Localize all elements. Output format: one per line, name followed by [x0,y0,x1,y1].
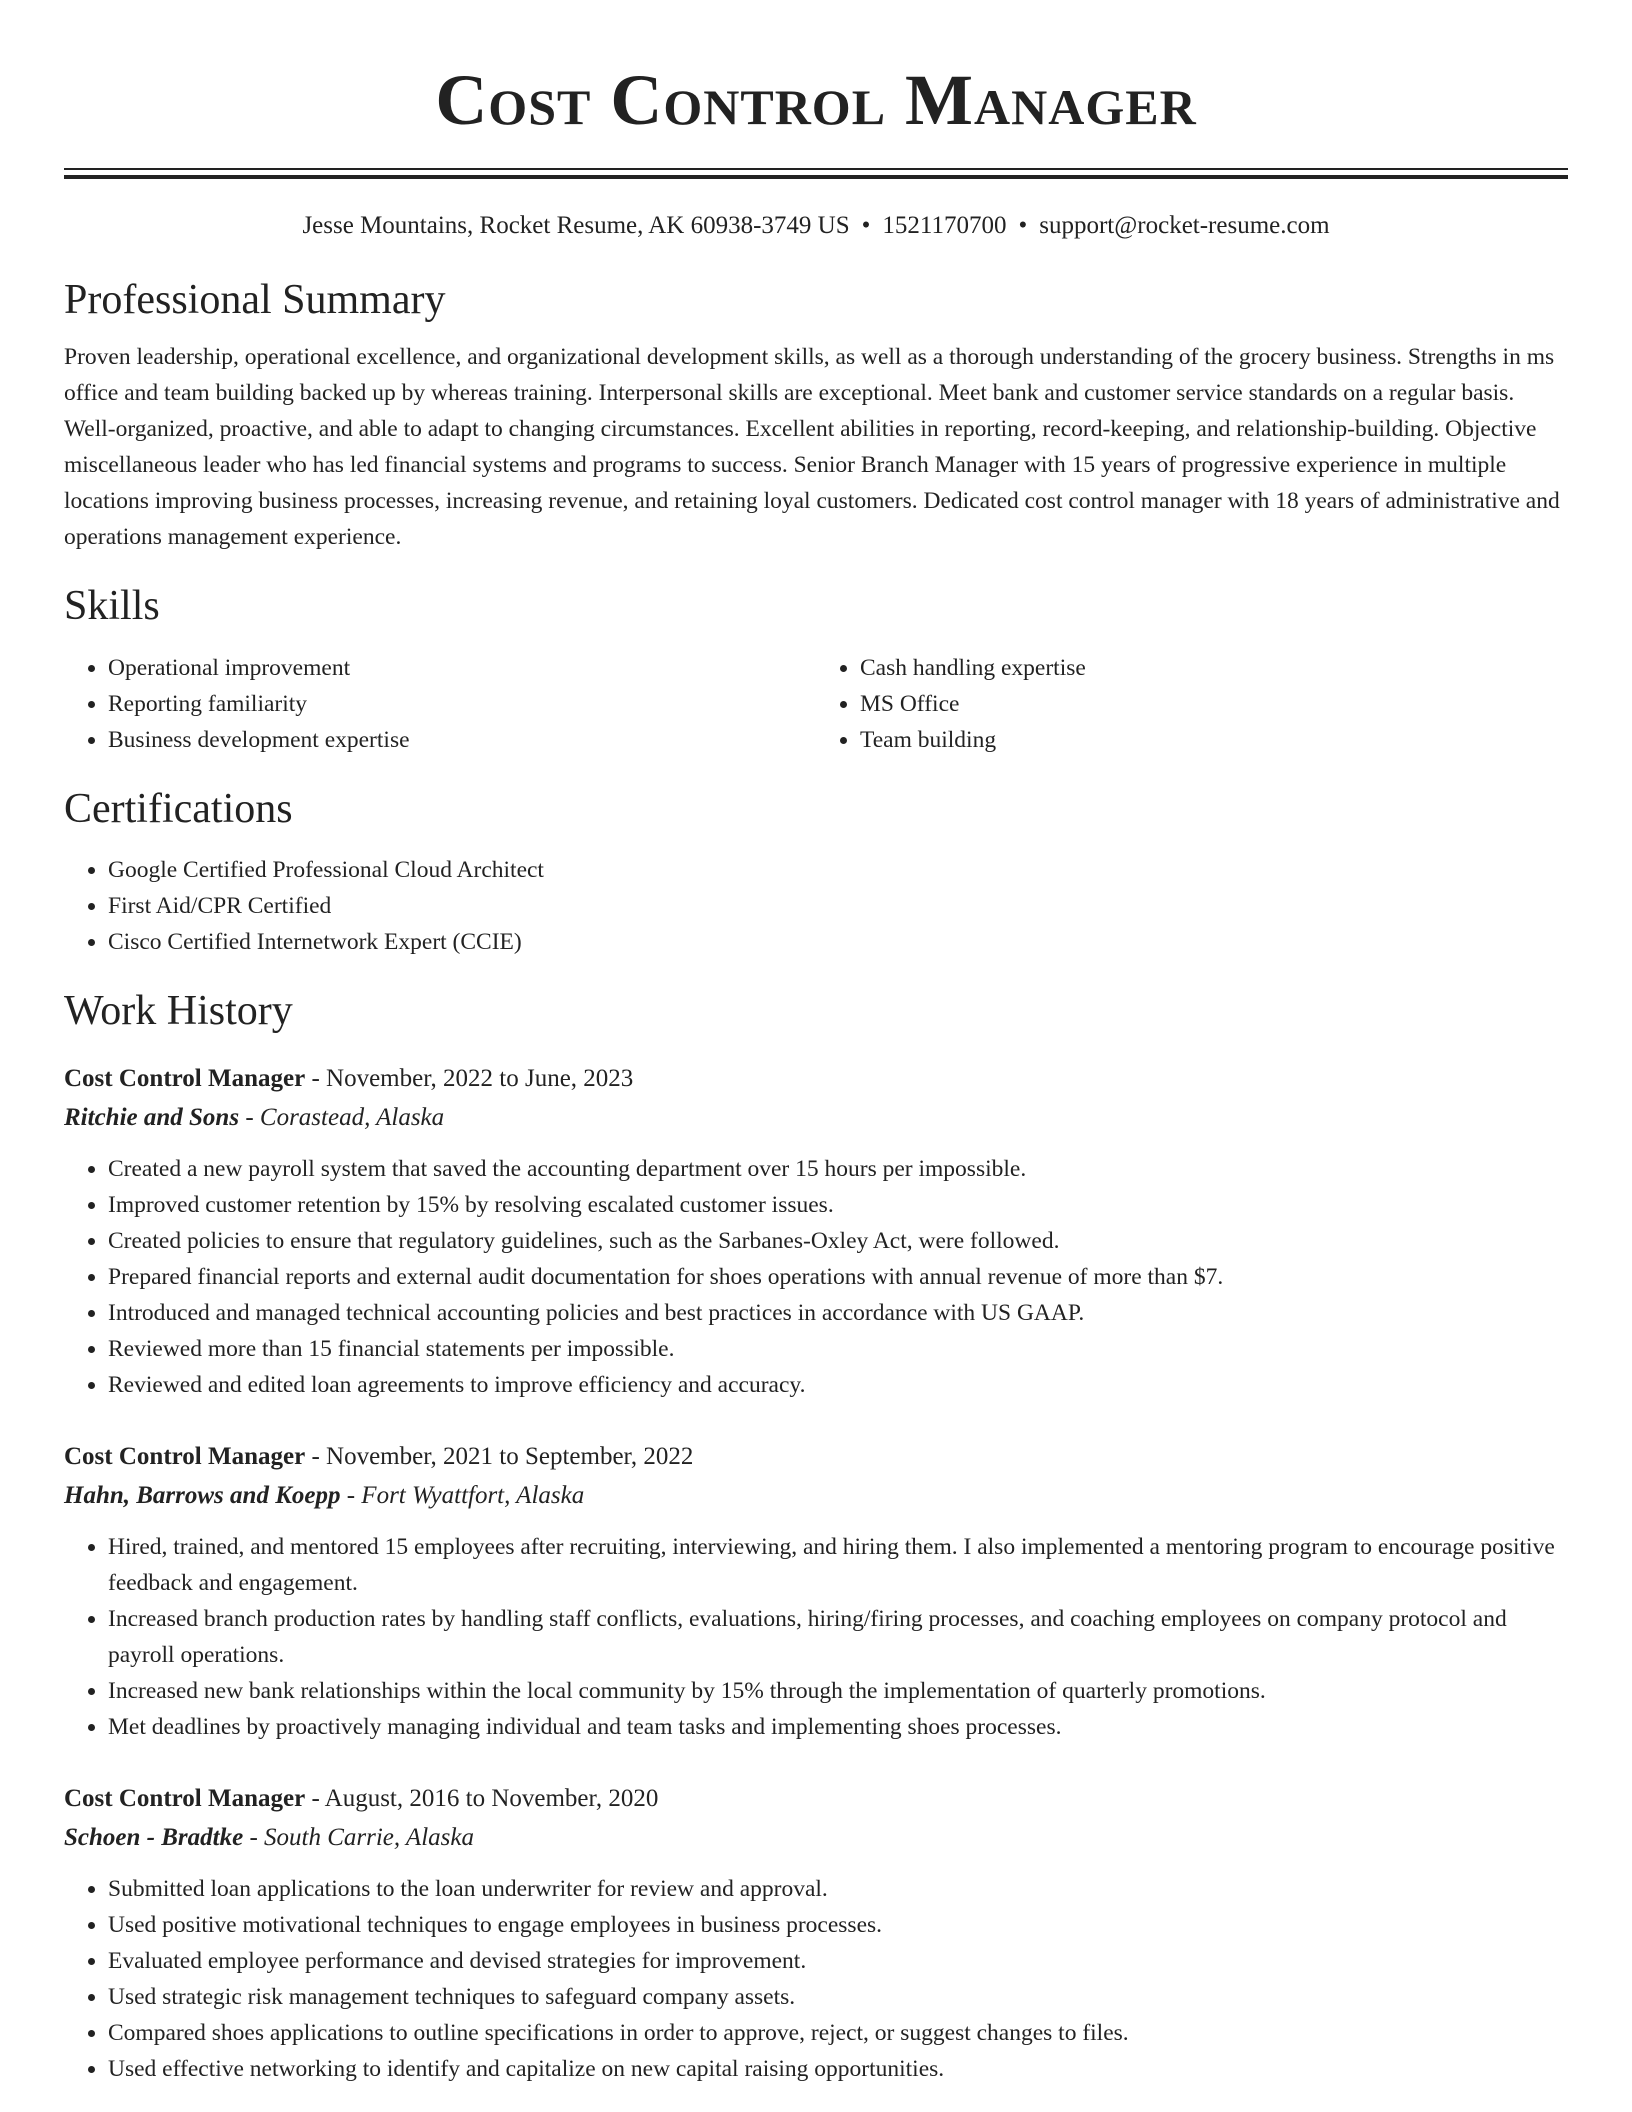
job-location: South Carrie, Alaska [264,1823,474,1851]
contact-line [64,211,1568,241]
job-company-line: Hahn, Barrows and Koepp - Fort Wyattfort, Alaska [64,1481,585,1509]
job-company-line: Schoen - Bradtke - South Carrie, Alaska [64,1823,474,1851]
job-company: Hahn, Barrows and Koepp [64,1481,341,1509]
job-entry [64,1059,1568,1403]
job-bullets [64,1151,1568,1403]
job-bullet: • Used strategic risk management techniques to safeguard company assets. [108,1979,1568,2015]
job-entry [64,1779,1568,2087]
job-role: Cost Control Manager [64,1064,306,1092]
contact-separator: • [861,212,871,239]
resume-name: Cost Control Manager [435,60,1197,140]
job-header: Cost Control Manager - August, 2016 to November, 2020 [64,1784,659,1812]
job-header: Cost Control Manager - November, 2022 to June, 2023 [64,1064,634,1092]
certifications-list [64,852,1568,960]
skill-item: • MS Office [860,686,1568,722]
job-dates: November, 2022 to June, 2023 [326,1064,634,1092]
job-dates: August, 2016 to November, 2020 [324,1784,659,1812]
contact-address: Jesse Mountains, Rocket Resume, AK 60938-3749 US [302,212,850,239]
job-company: Schoen - Bradtke [64,1823,244,1851]
skill-item: • Reporting familiarity [108,686,816,722]
job-bullet: • Reviewed and edited loan agreements to improve efficiency and accuracy. [108,1367,1568,1403]
contact-email: support@rocket-resume.com [1039,212,1330,239]
job-header: Cost Control Manager - November, 2021 to September, 2022 [64,1442,694,1470]
job-bullet: • Hired, trained, and mentored 15 employees after recruiting, interviewing, and hiring them. I also implemented a mentoring program to encourage positive feedback and engagement. [108,1529,1568,1601]
skills-list-left [64,650,816,758]
header-divider [64,168,1568,179]
summary-text: Proven leadership, operational excellence, and organizational development skills, as well as a thorough understanding of the grocery business. Strengths in ms office and team building backed up by whereas training. Interpersonal skills are exceptional. Meet bank and customer service standards on a regular basis. Well-organized, proactive, and able to adapt to changing circumstances. Excellent abilities in reporting, record-keeping, and relationship-building. Objective miscellaneous leader who has led financial systems and programs to success. Senior Branch Manager with 15 years of progressive experience in multiple locations improving business processes, increasing revenue, and retaining loyal customers. Dedicated cost control manager with 18 years of administrative and operations management experience. [64,344,1560,551]
skill-item: • Cash handling expertise [860,650,1568,686]
skills-list-right [816,650,1568,758]
skills-columns [64,650,1568,758]
summary-heading: Professional Summary [64,277,446,323]
skill-item: • Team building [860,722,1568,758]
contact-phone: 1521170700 [882,212,1007,239]
job-bullets [64,1871,1568,2087]
job-role: Cost Control Manager [64,1442,306,1470]
skill-item: • Business development expertise [108,722,816,758]
resume-page [64,0,1568,2087]
job-bullet: • Introduced and managed technical accounting policies and best practices in accordance with US GAAP. [108,1295,1568,1331]
work-history-heading: Work History [64,988,293,1035]
job-location: Corastead, Alaska [259,1103,445,1131]
certification-item: • First Aid/CPR Certified [108,888,1568,924]
job-bullet: • Used effective networking to identify and capitalize on new capital raising opportunities. [108,2051,1568,2087]
job-company-line: Ritchie and Sons - Corastead, Alaska [64,1103,445,1131]
job-bullet: • Compared shoes applications to outline specifications in order to approve, reject, or suggest changes to files. [108,2015,1568,2051]
job-bullet: • Evaluated employee performance and devised strategies for improvement. [108,1943,1568,1979]
job-bullet: • Used positive motivational techniques to engage employees in business processes. [108,1907,1568,1943]
job-bullet: • Submitted loan applications to the loan underwriter for review and approval. [108,1871,1568,1907]
job-dates: November, 2021 to September, 2022 [326,1442,694,1470]
skill-item: • Operational improvement [108,650,816,686]
job-bullet: • Increased branch production rates by handling staff conflicts, evaluations, hiring/firing processes, and coaching employees on company protocol and payroll operations. [108,1601,1568,1673]
certifications-heading: Certifications [64,785,293,832]
certification-item: • Google Certified Professional Cloud Architect [108,852,1568,888]
job-bullet: • Prepared financial reports and external audit documentation for shoes operations with annual revenue of more than $7. [108,1259,1568,1295]
certification-item: • Cisco Certified Internetwork Expert (CCIE) [108,924,1568,960]
job-company: Ritchie and Sons [64,1103,240,1131]
job-bullet: • Reviewed more than 15 financial statements per impossible. [108,1331,1568,1367]
job-bullets [64,1529,1568,1745]
contact-separator: • [1018,212,1028,239]
job-bullet: • Created policies to ensure that regulatory guidelines, such as the Sarbanes-Oxley Act, were followed. [108,1223,1568,1259]
job-bullet: • Improved customer retention by 15% by resolving escalated customer issues. [108,1187,1568,1223]
skills-heading: Skills [64,583,160,630]
job-bullet: • Met deadlines by proactively managing individual and team tasks and implementing shoes processes. [108,1709,1568,1745]
job-location: Fort Wyattfort, Alaska [361,1481,585,1509]
job-role: Cost Control Manager [64,1784,306,1812]
job-bullet: • Created a new payroll system that saved the accounting department over 15 hours per impossible. [108,1151,1568,1187]
job-bullet: • Increased new bank relationships within the local community by 15% through the implementation of quarterly promotions. [108,1673,1568,1709]
job-entry [64,1437,1568,1745]
